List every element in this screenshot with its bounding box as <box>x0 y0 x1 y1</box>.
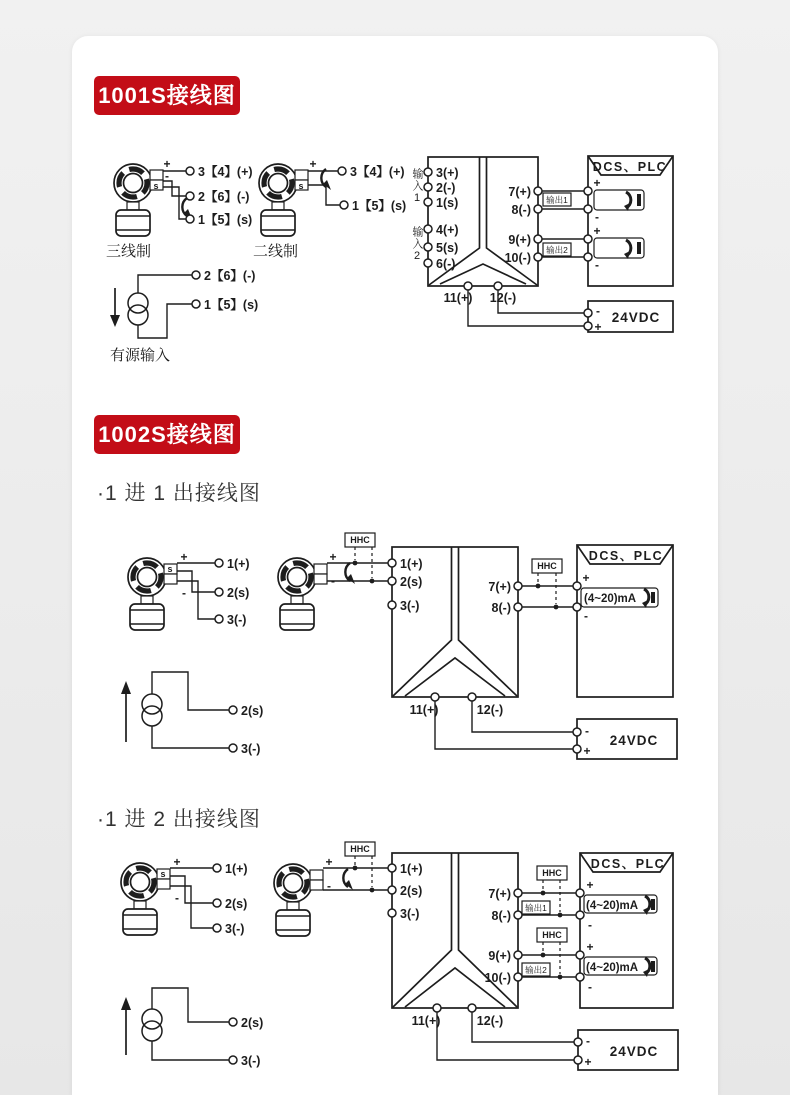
s-mark: s <box>153 181 159 191</box>
section-badge-1001s: 1001S接线图 <box>94 76 240 115</box>
power-supply <box>435 701 677 759</box>
three-wire-transmitter <box>106 157 253 260</box>
terminal-label: 9(+) <box>488 949 511 963</box>
connected-transmitter <box>274 842 388 936</box>
terminal-label: 6(-) <box>436 257 456 271</box>
plus-mark: + <box>594 320 602 334</box>
terminal-label: 7(+) <box>488 580 511 594</box>
terminal-label: 3【4】(+) <box>350 165 405 179</box>
dcs-plc-label: DCS、PLC <box>590 857 666 871</box>
output-wiring <box>522 866 576 979</box>
minus-mark: - <box>175 891 179 905</box>
hhc-label: HHC <box>542 868 562 878</box>
terminal-label: 12(-) <box>476 1014 504 1028</box>
hhc-label: HHC <box>537 561 557 571</box>
terminal-label: 2【6】(-) <box>198 190 250 204</box>
input2-vertical-label: 输入2 <box>411 226 423 263</box>
terminal-label: 11(+) <box>409 703 439 717</box>
output2-label: 输出2 <box>525 965 547 975</box>
terminal-label: 3(-) <box>241 742 261 756</box>
up-arrow <box>121 681 131 694</box>
terminal-label: 12(-) <box>489 291 517 305</box>
three-wire-caption: 三线制 <box>106 243 152 260</box>
output-wiring <box>522 559 573 609</box>
diagram-1002s-1in2out <box>90 835 690 1095</box>
example-transmitter <box>121 855 608 936</box>
s-mark: s <box>160 869 166 879</box>
terminal-label: 3(-) <box>241 1054 261 1068</box>
down-arrow <box>110 315 120 327</box>
plus-mark: + <box>586 940 594 954</box>
terminal-label: 7(+) <box>508 185 531 199</box>
minus-mark: - <box>595 258 599 272</box>
terminal-label: 10(-) <box>504 251 531 265</box>
hhc-label: HHC <box>542 930 562 940</box>
minus-mark: - <box>165 169 169 183</box>
terminal-label: 1(s) <box>436 196 459 210</box>
terminal-label: 10(-) <box>484 971 511 985</box>
terminal-label: 8(-) <box>511 203 531 217</box>
s-mark: s <box>298 181 304 191</box>
terminal-label: 9(+) <box>508 233 531 247</box>
s-mark: s <box>167 564 173 574</box>
active-input-source <box>110 268 258 364</box>
24vdc-label: 24VDC <box>609 1044 659 1059</box>
ma-label: (4~20)mA <box>586 962 639 974</box>
minus-mark: - <box>585 724 589 738</box>
terminal-label: 3(-) <box>225 922 245 936</box>
active-input-caption: 有源输入 <box>110 347 171 364</box>
plus-mark: + <box>173 855 181 869</box>
terminal-label: 8(-) <box>491 601 511 615</box>
terminal-label: 4(+) <box>436 223 459 237</box>
24vdc-label: 24VDC <box>609 733 659 748</box>
terminal-label: 11(+) <box>443 291 473 305</box>
output-wiring <box>542 191 584 257</box>
isolator-block <box>388 853 522 1028</box>
hhc-label: HHC <box>350 535 370 545</box>
terminal-label: 1【5】(s) <box>352 199 407 213</box>
terminal-label: 1(+) <box>400 862 423 876</box>
plus-mark: + <box>584 1055 592 1069</box>
minus-mark: - <box>596 304 600 318</box>
active-input-source <box>121 988 263 1068</box>
plus-mark: + <box>593 224 601 238</box>
terminal-label: 11(+) <box>411 1014 441 1028</box>
two-wire-transmitter <box>253 157 406 260</box>
plus-mark: + <box>582 571 590 585</box>
plus-mark: + <box>309 157 317 171</box>
plus-mark: + <box>583 744 591 758</box>
terminal-label: 3(-) <box>227 613 247 627</box>
terminal-label: 2(s) <box>400 884 423 898</box>
dcs-plc-block <box>576 853 673 1008</box>
terminal-label: 1(+) <box>227 557 250 571</box>
minus-mark: - <box>586 1034 590 1048</box>
dcs-plc-label: DCS、PLC <box>592 160 668 174</box>
isolator-block <box>388 547 522 717</box>
plus-mark: + <box>180 550 188 564</box>
plus-mark: + <box>325 855 333 869</box>
output1-label: 输出1 <box>525 903 547 913</box>
output2-label: 输出2 <box>546 245 568 255</box>
terminal-label: 5(s) <box>436 241 459 255</box>
terminal-label: 7(+) <box>488 887 511 901</box>
minus-mark: - <box>584 609 588 623</box>
terminal-label: 3(-) <box>400 907 420 921</box>
terminal-label: 1【5】(s) <box>198 213 253 227</box>
terminal-label: 2(-) <box>436 181 456 195</box>
diagram-1001s <box>90 140 690 372</box>
terminal-label: 3(-) <box>400 599 420 613</box>
plus-mark: + <box>586 878 594 892</box>
terminal-label: 2(s) <box>227 586 250 600</box>
terminal-label: 1(+) <box>400 557 423 571</box>
hhc-label: HHC <box>350 844 370 854</box>
24vdc-label: 24VDC <box>611 310 661 325</box>
minus-mark: - <box>595 210 599 224</box>
terminal-label: 2(s) <box>241 1016 264 1030</box>
minus-mark: - <box>588 918 592 932</box>
active-input-source <box>121 672 263 756</box>
plus-mark: + <box>329 550 337 564</box>
output1-label: 输出1 <box>546 195 568 205</box>
terminal-label: 3【4】(+) <box>198 165 253 179</box>
plus-mark: + <box>593 176 601 190</box>
dcs-plc-block <box>584 156 673 286</box>
terminal-label: 2(s) <box>225 897 248 911</box>
terminal-label: 1【5】(s) <box>204 298 259 312</box>
terminal-label: 2(s) <box>400 575 423 589</box>
isolator-block <box>411 157 542 305</box>
dcs-plc-block <box>573 545 673 697</box>
minus-mark: - <box>182 586 186 600</box>
terminal-label: 2【6】(-) <box>204 269 256 283</box>
terminal-label: 1(+) <box>225 862 248 876</box>
two-wire-caption: 二线制 <box>253 243 299 260</box>
subheader-1in1out: ·1 进 1 出接线图 <box>97 482 261 505</box>
diagram-1002s-1in1out <box>90 524 690 770</box>
subheader-1in2out: ·1 进 2 出接线图 <box>97 808 261 831</box>
terminal-label: 8(-) <box>491 909 511 923</box>
section-badge-1002s: 1002S接线图 <box>94 415 240 454</box>
minus-mark: - <box>331 574 335 588</box>
input1-vertical-label: 输入1 <box>411 168 423 205</box>
up-arrow <box>121 997 131 1010</box>
ma-label: (4~20)mA <box>586 900 639 912</box>
power-supply <box>437 1012 678 1070</box>
terminal-label: 2(s) <box>241 704 264 718</box>
terminal-label: 3(+) <box>436 166 459 180</box>
plus-mark: + <box>163 157 171 171</box>
minus-mark: - <box>588 980 592 994</box>
dcs-plc-label: DCS、PLC <box>588 549 664 563</box>
terminal-label: 12(-) <box>476 703 504 717</box>
connected-transmitter <box>278 533 388 630</box>
minus-mark: - <box>327 879 331 893</box>
ma-label: (4~20)mA <box>584 593 637 605</box>
